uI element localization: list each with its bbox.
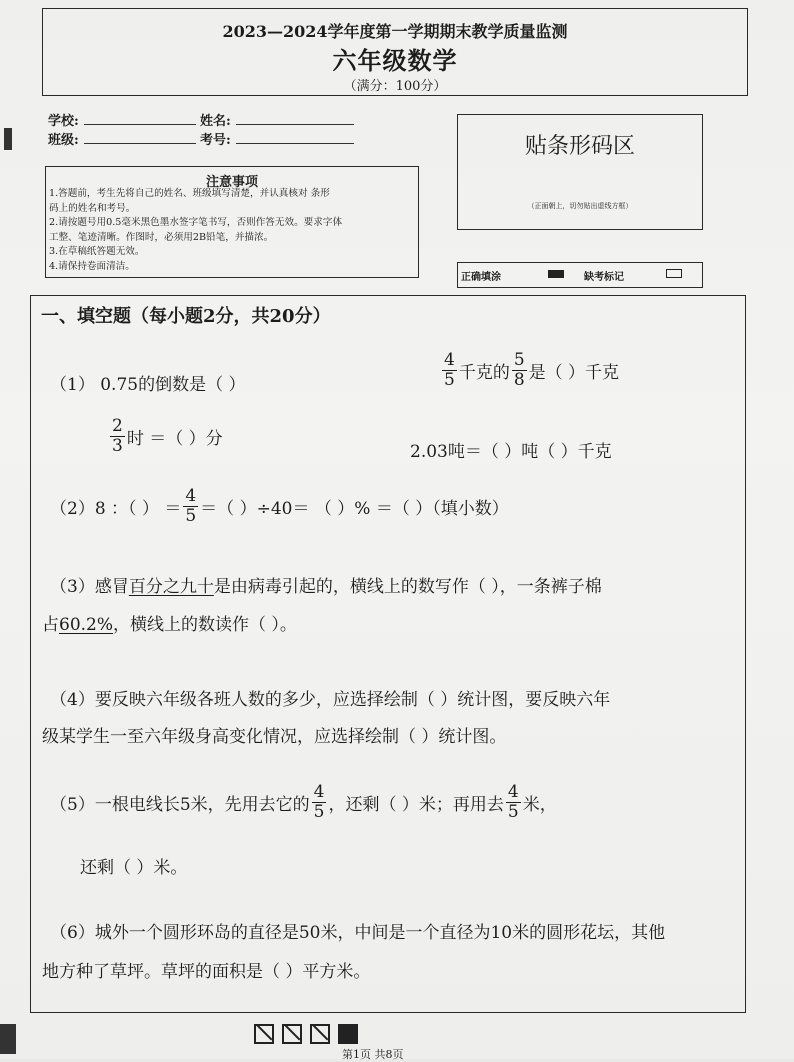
absent-label: 缺考标记 bbox=[584, 272, 624, 283]
q1-tons: 2.03吨＝（ ）吨（ ）千克 bbox=[410, 442, 612, 462]
notice-title: 注意事项 bbox=[205, 175, 258, 190]
page-marks bbox=[254, 1024, 366, 1044]
notice-line: 4.请保持卷面清洁。 bbox=[49, 260, 135, 272]
q4-line2: 级某学生一至六年级身高变化情况，应选择绘制（ ）统计图。 bbox=[42, 727, 507, 747]
q3-line1: （3）感冒百分之九十是由病毒引起的，横线上的数写作（ ），一条裤子棉 bbox=[50, 577, 602, 597]
name-field[interactable] bbox=[236, 110, 354, 125]
full-score: （满分：100分） bbox=[343, 79, 447, 94]
notice-line: 3.在草稿纸答题无效。 bbox=[49, 246, 145, 258]
fraction: $\frac{4}{5}$ bbox=[313, 782, 325, 822]
registration-mark bbox=[0, 1024, 16, 1054]
q4-line1: （4）要反映六年级各班人数的多少，应选择绘制（ ）统计图，要反映六年 bbox=[50, 690, 611, 710]
registration-mark bbox=[4, 128, 12, 150]
exam-title: 2023—2024学年度第一学期期末教学质量监测 bbox=[222, 22, 568, 41]
notice-box bbox=[45, 166, 419, 278]
fraction: $\frac{5}{8}$ bbox=[513, 350, 525, 390]
page-number: 第1页 共8页 bbox=[342, 1048, 404, 1061]
section1-title: 一、填空题（每小题2分，共20分） bbox=[41, 306, 331, 327]
fill-mark-box bbox=[457, 262, 703, 288]
class-label: 班级: bbox=[48, 133, 79, 148]
correct-fill-label: 正确填涂 bbox=[461, 272, 501, 283]
name-label: 姓名: bbox=[200, 114, 231, 129]
q2-ratio: （2）8 ：（ ） ＝ $\frac{4}{5}$ ＝（ ）÷40＝ （ ）% ＝（ ）（填小数） bbox=[50, 486, 509, 526]
notice-line: 2.请按题号用0.5毫米黑色墨水签字笔书写，否则作答无效。要求字体 bbox=[49, 217, 343, 229]
slash-box-icon bbox=[310, 1024, 330, 1044]
q1-reciprocal: （1） 0.75的倒数是（ ） bbox=[50, 375, 246, 395]
q6-line1: （6）城外一个圆形环岛的直径是50米，中间是一个直径为10米的圆形花坛，其他 bbox=[50, 923, 666, 943]
fraction: $\frac{4}{5}$ bbox=[507, 782, 519, 822]
notice-line: 工整、笔迹清晰。作图时，必须用2B铅笔，并描浓。 bbox=[49, 231, 274, 243]
slash-box-icon bbox=[254, 1024, 274, 1044]
q5-line2: 还剩（ ）米。 bbox=[80, 858, 188, 878]
notice-list bbox=[49, 187, 342, 275]
q3-line2: 占60.2%，横线上的数读作（ ）。 bbox=[42, 615, 297, 635]
barcode-title: 贴条形码区 bbox=[524, 134, 635, 159]
barcode-hint: （正面朝上，切勿贴出虚线方框） bbox=[527, 202, 633, 210]
notice-line: 码上的姓名和考号。 bbox=[49, 202, 136, 214]
slash-box-icon bbox=[282, 1024, 302, 1044]
notice-line: 1.答题前，考生先将自己的姓名、班级填写清楚，并认真核对 条形 bbox=[49, 188, 330, 199]
id-label: 考号: bbox=[200, 133, 231, 148]
barcode-area bbox=[457, 114, 703, 230]
q1-fraction-kg: $\frac{4}{5}$ 千克的 $\frac{5}{8}$ 是（ ）千克 bbox=[444, 350, 620, 390]
q5-line1: （5）一根电线长5米，先用去它的 $\frac{4}{5}$ ，还剩（ ）米；再用去 $\frac{4}{5}$ 米， bbox=[50, 782, 557, 822]
section1-box bbox=[30, 295, 746, 1013]
q1-hours-minutes: $\frac{2}{3}$ 时 ＝（ ）分 bbox=[112, 416, 223, 456]
school-field[interactable] bbox=[84, 110, 196, 125]
fraction: $\frac{4}{5}$ bbox=[444, 350, 455, 390]
id-field[interactable] bbox=[236, 129, 354, 144]
fraction: $\frac{2}{3}$ bbox=[112, 416, 123, 456]
filled-mark-icon bbox=[548, 270, 564, 278]
school-label: 学校: bbox=[48, 114, 79, 129]
filled-box-icon bbox=[338, 1024, 358, 1044]
subject-title: 六年级数学 bbox=[332, 46, 458, 75]
class-field[interactable] bbox=[84, 129, 196, 144]
fraction: $\frac{4}{5}$ bbox=[185, 486, 197, 526]
absent-mark-checkbox[interactable] bbox=[666, 269, 682, 278]
header-box bbox=[42, 8, 748, 96]
q6-line2: 地方种了草坪。草坪的面积是（ ）平方米。 bbox=[42, 962, 371, 982]
